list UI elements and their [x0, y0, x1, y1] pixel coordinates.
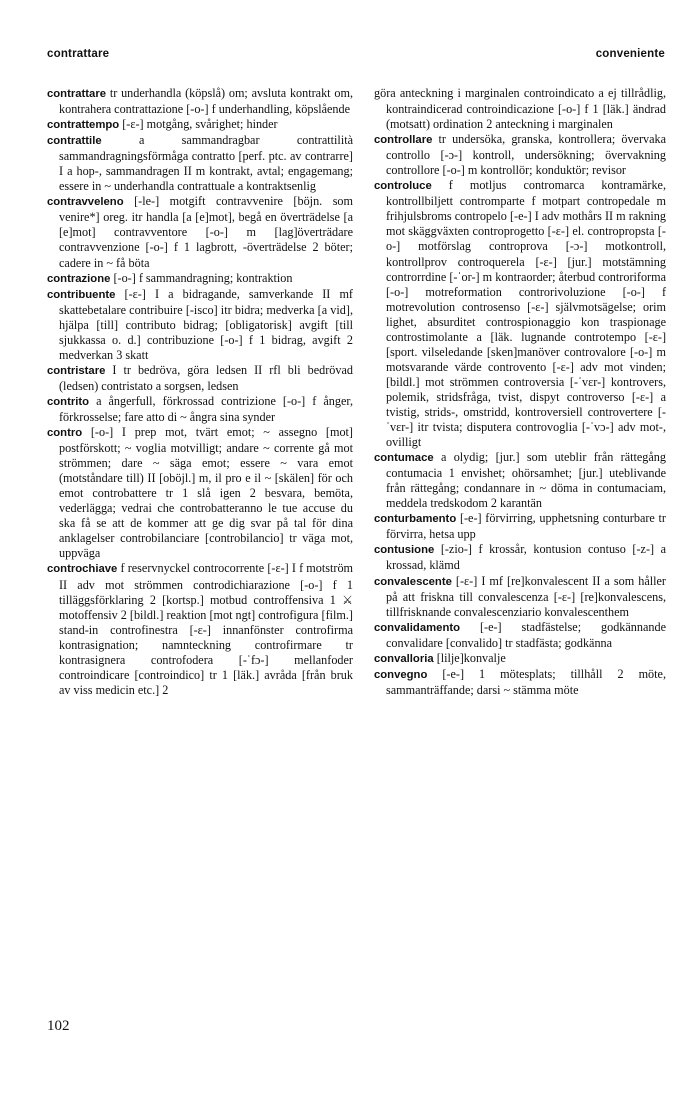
dictionary-entry [374, 132, 666, 178]
entry-definition: [-ɛ-] I mf [re]konvalescent II a som håller på att friskna till convalescenza [-ɛ-] [re]konvalescens, tillfrisknande convalescenziario konvalescenthem [386, 573, 666, 619]
entry-headword: contravveleno [47, 196, 124, 209]
entry-headword: contusione [374, 544, 435, 557]
page-number: 102 [47, 1018, 70, 1034]
dictionary-entry [374, 178, 666, 450]
right-column [374, 86, 666, 698]
dictionary-entry-continuation [374, 86, 666, 132]
entry-definition: göra anteckning i marginalen controindicato a ej tillrådlig, kontraindicerad controindicazione [-o-] f 1 [läk.] ändrad (motsatt) ordination 2 anteckning i marginalen [374, 86, 666, 132]
left-column [47, 86, 353, 698]
dictionary-entry [47, 194, 353, 270]
entry-definition: f reservnyckel controcorrente [-ɛ-] I f motström II adv mot strömmen controdichiarazione [-o-] f 1 tilläggsförklaring 2 [kortsp.] motbud controffensiva 1 ⚔ motoffensiv 2 [bildl.] reaktion [mot ngt] controfigura [film.] stand-in controfinestra [-ɛ-] innanfönster controfirma kontrasignation; namnteckning controfirmare tr kontrasignera controfodera [-ˈfɔ-] mellanfoder controindicare [controindico] tr 1 [läk.] avråda [från bruk av viss medicin etc.] 2 [59, 561, 354, 697]
entry-headword: contro [47, 427, 83, 440]
entry-headword: contrattare [47, 88, 107, 100]
dictionary-entry [47, 394, 353, 425]
dictionary-entry [47, 86, 353, 117]
dictionary-entry [47, 425, 353, 561]
entry-definition: a olydig; [jur.] som uteblir från rättegång contumacia 1 envishet; ohörsamhet; [jur.] uteblivande från rättegång; condannare in ~ döma in contumaciam, meddela tredskodom 2 karantän [386, 450, 666, 511]
dictionary-entry [47, 133, 353, 194]
entry-definition: a ångerfull, förkrossad contrizione [-o-] f ånger, förkrosselse; fare atto di ~ ångra sina synder [59, 393, 353, 424]
entry-headword: contribuente [47, 288, 116, 301]
entry-definition: [-zio-] f krossår, kontusion contuso [-z-] a krossad, klämd [386, 542, 667, 573]
dictionary-entry [374, 651, 666, 667]
entry-headword: convalloria [374, 652, 434, 665]
entry-headword: contumace [374, 452, 434, 465]
entry-definition: [-ɛ-] motgång, svårighet; hinder [122, 117, 278, 132]
entry-definition: [-e-] förvirring, upphetsning conturbare tr förvirra, hetsa upp [386, 511, 666, 542]
entry-headword: convalidamento [374, 621, 461, 634]
dictionary-entry [374, 667, 666, 698]
entry-definition: [-e-] stadfästelse; godkännande convalidare [convalido] tr stadfästa; godkänna [386, 619, 667, 650]
entry-definition: [-le-] motgift contravvenire [böjn. som venire*] oreg. itr handla [a [e]mot], begå en överträdelse [a [e]mot] contravventore [-o-] m [lag]överträdare contravvenzione [-o-] f 1 lagbrott, -överträdelse 2 böter; cadere in ~ få böta [59, 194, 354, 270]
dictionary-entry [47, 363, 353, 394]
dictionary-entry [374, 450, 666, 511]
entry-definition: [-e-] 1 mötesplats; tillhåll 2 möte, sammanträffande; darsi ~ stämma möte [386, 666, 666, 697]
dictionary-entry [47, 561, 353, 697]
dictionary-entry [374, 574, 666, 620]
entry-headword: contristare [47, 364, 106, 377]
guideword-right: conveniente [595, 48, 665, 60]
entry-definition: a sammandragbar contrattilità sammandragningsförmåga contratto [perf. ptc. av contrarre] I a hop-, sammandragen II m kontrakt, avtal; engagemang; essere in ~ underhandla contrattuale a kontraktsenlig [59, 133, 354, 194]
entry-headword: convalescente [374, 575, 452, 588]
entry-definition: [-o-] f sammandragning; kontraktion [113, 270, 293, 285]
entry-definition: I tr bedröva, göra ledsen II rfl bli bedrövad (ledsen) contristato a sorgsen, ledsen [59, 362, 353, 393]
entry-headword: conturbamento [374, 513, 457, 526]
guideword-left: contrattare [47, 48, 110, 60]
entry-headword: contrito [47, 395, 90, 408]
dictionary-entry [374, 620, 666, 651]
dictionary-entry [47, 271, 353, 287]
entry-definition: tr undersöka, granska, kontrollera; övervaka controllo [-ɔ-] kontroll, undersökning; övervakning controllore [-o-] m kontrollör; konduktör; revisor [386, 132, 667, 178]
entry-definition: f motljus contromarca kontramärke, kontrollbiljett contromparte f motpart contropedale m frihjulsbroms contropelo [-e-] I adv mothårs II m rakning mot skäggväxten controprogetto [-ɛ-] el. contropropsta [-o-] motförslag controprova [-ɔ-] motkontroll, kontrollprov controquerela [-ɛ-] [jur.] motstämning controrrdine [-ˈor-] m kontraorder; återbud controriforma [-o-] motreformation controrivoluzione [-o-] f motrevolution controsenso [-ɛ-] självmotsägelse; orim lighet, absurditet controspionaggio kon traspionage controstimolante a [läk. lugnande controtempo [-ɛ-] [sport. vilseledande [sken]manöver controvalore [-o-] m motsvarande värde controvento [-ɛ-] adv mot vinden; [bildl.] mot strömmen controversia [-ˈvɛr-] kontrovers, polemik, stridsfråga, tvist, dispyt controverso [-ɛ-] a tvistig, strids-, omstridd, kontroversiell controvertere [-ˈvɛr-] itr tvista; disputera controvoglia [-ˈvɔ-] adv mot-, ovilligt [386, 178, 667, 450]
entry-definition: tr underhandla (köpslå) om; avsluta kontrakt om, kontrahera contrattazione [-o-] f underhandling, köpslående [59, 86, 353, 117]
dictionary-entry [47, 287, 353, 363]
dictionary-entry [374, 511, 666, 542]
entry-definition: [-o-] I prep mot, tvärt emot; ~ assegno [mot] postförskott; ~ voglia motvilligt; andare ~ corrente gå mot strömmen; dare ~ säga emot; essere ~ vara emot (motståndare till) II [oböjl.] m, il pro e il ~ [skälen] för och emot controbattere tr 1 slå igen 2 besvara, bemöta, vederlägga; vedrai che controbatteranno le tue accuse du ska få se att de kommer att ge dig svar på tal för dina anklagelser controbilanciare [controbilancio] tr väga mot, uppväga [59, 425, 353, 561]
entry-headword: contrattempo [47, 119, 120, 132]
entry-headword: contrattile [47, 135, 102, 148]
entry-definition: [-ɛ-] I a bidragande, samverkande II mf skattebetalare contribuire [-isco] itr bidra; medverka [a vid], hjälpa [till] contributo bidrag; [obligatorisk] avgift [till sjukkassa o. d.] contribuzione [-o-] f 1 bidrag, avgift 2 medverkan 3 skatt [59, 286, 353, 362]
dictionary-entry [47, 117, 353, 133]
entry-headword: controchiave [47, 563, 118, 576]
entry-headword: controllare [374, 134, 433, 147]
entry-headword: contrazione [47, 272, 111, 285]
entry-definition: [lilje]konvalje [436, 650, 506, 665]
entry-headword: controluce [374, 180, 432, 193]
dictionary-entry [374, 542, 666, 573]
entry-headword: convegno [374, 668, 428, 681]
